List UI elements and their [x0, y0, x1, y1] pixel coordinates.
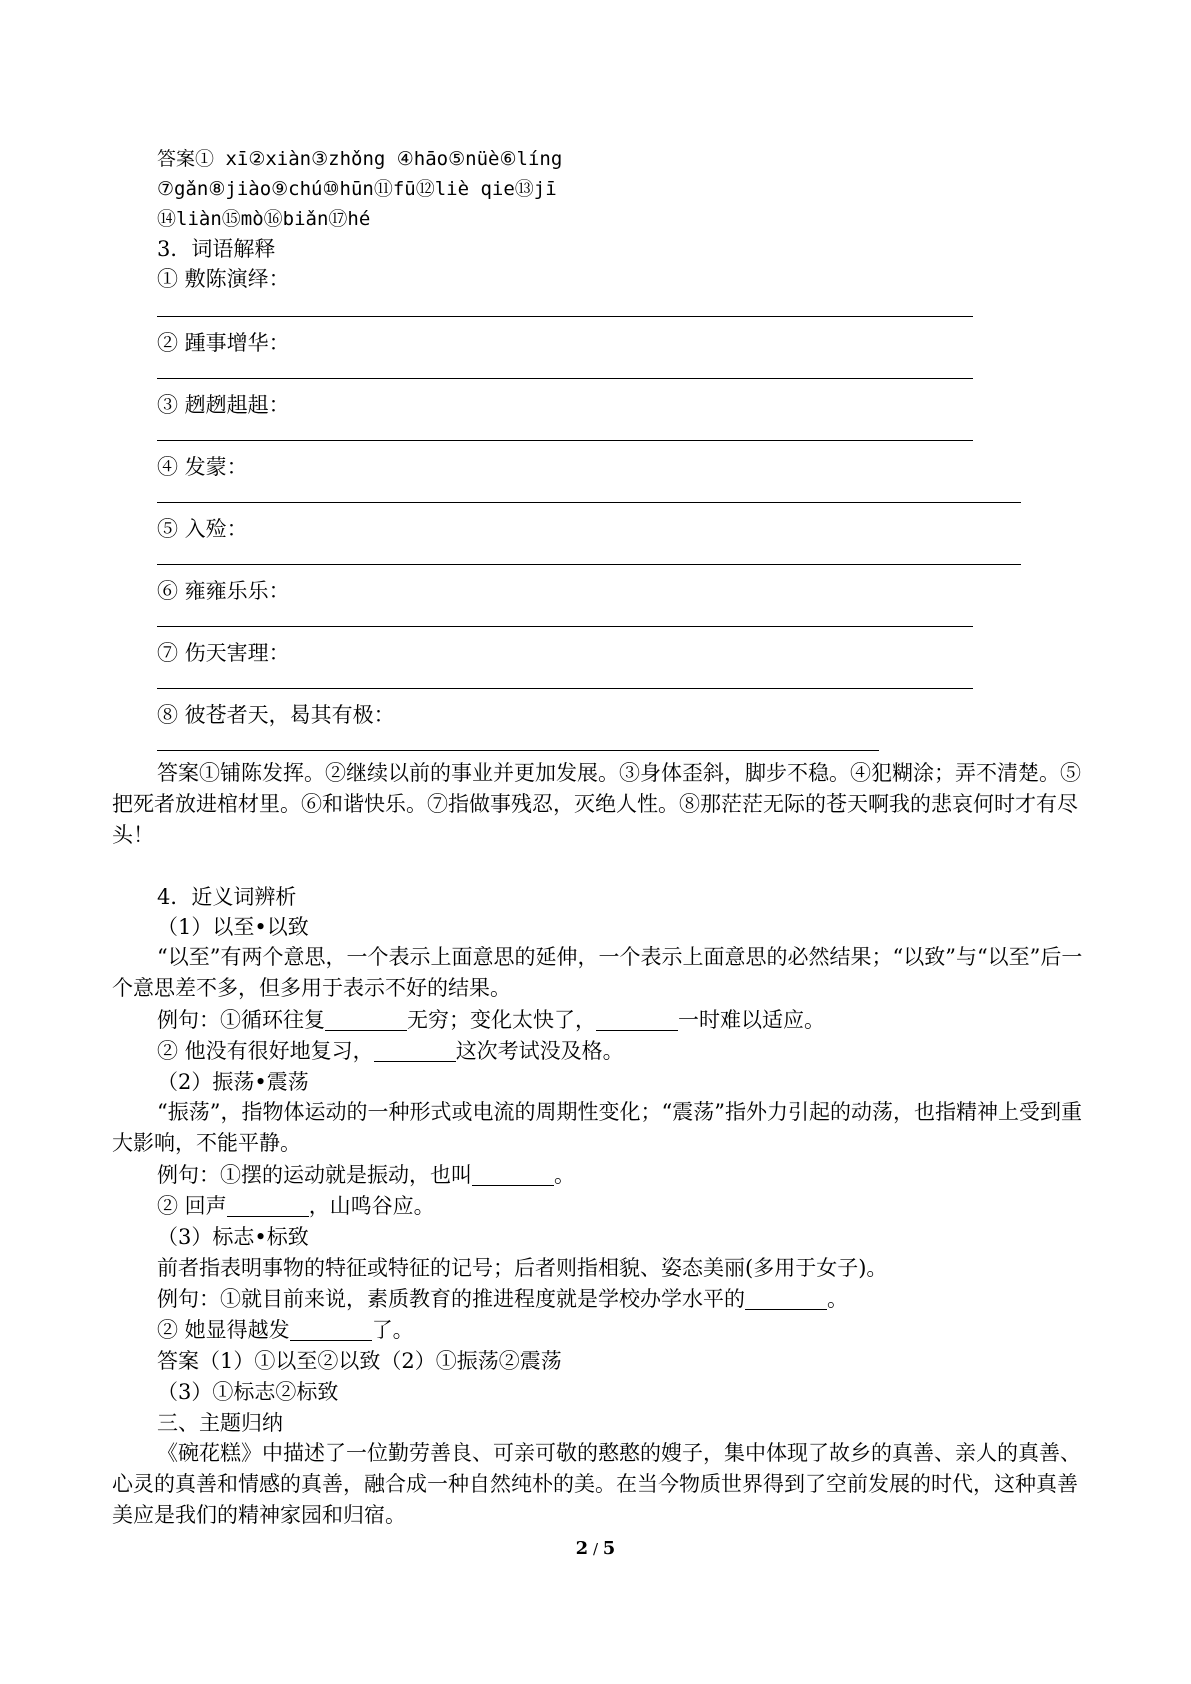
synonym-group-2-title: （2）振荡•震荡 — [157, 1070, 309, 1094]
answer-line-8 — [157, 750, 879, 751]
page-current: 2 — [575, 1538, 589, 1559]
example-text: 无穷；变化太快了， — [407, 1008, 596, 1032]
synonyms-answer-1: 答案（1）①以至②以致（2）①振荡②震荡 — [157, 1349, 562, 1373]
synonym-group-1-title: （1）以至•以致 — [157, 915, 309, 939]
vocab-item-6: ⑥ 雍雍乐乐： — [157, 579, 290, 603]
answer-line-2 — [157, 378, 973, 379]
vocab-answer: 答案①铺陈发挥。②继续以前的事业并更加发展。③身体歪斜，脚步不稳。④犯糊涂；弄不清楚。⑤把死者放进棺材里。⑥和谐快乐。⑦指做事残忍，灭绝人性。⑧那茫茫无际的苍天啊我的悲哀何时才有尽头！ — [112, 761, 1081, 847]
synonym-group-3-desc: 前者指表明事物的特征或特征的记号；后者则指相貌、姿态美丽(多用于女子)。 — [157, 1256, 888, 1280]
synonym-group-2-desc: “振荡”，指物体运动的一种形式或电流的周期性变化；“震荡”指外力引起的动荡，也指精神上受到重大影响，不能平静。 — [112, 1100, 1082, 1155]
example-text: 例句：①循环往复 — [157, 1008, 325, 1032]
example-text: 。 — [827, 1287, 848, 1311]
vocab-item-1: ① 敷陈演绎： — [157, 267, 290, 291]
example-text: 例句：①就目前来说，素质教育的推进程度就是学校办学水平的 — [157, 1287, 745, 1311]
page-total: 5 — [602, 1538, 616, 1559]
synonym-group-1-desc: “以至”有两个意思，一个表示上面意思的延伸，一个表示上面意思的必然结果；“以致”与“以至”后一个意思差不多，但多用于表示不好的结果。 — [112, 945, 1083, 1000]
answer-line-4 — [157, 502, 1021, 503]
example-text: ，山鸣谷应。 — [308, 1194, 435, 1218]
synonym-group-1-example-1 — [157, 1005, 825, 1035]
vocab-item-8: ⑧ 彼苍者天，曷其有极： — [157, 703, 395, 727]
synonyms-heading: 4．近义词辨析 — [157, 885, 297, 909]
fill-blank — [596, 1008, 678, 1031]
synonym-group-2-example-2 — [157, 1191, 435, 1221]
vocab-item-7: ⑦ 伤天害理： — [157, 641, 290, 665]
synonym-group-2-example-1 — [157, 1160, 575, 1190]
vocab-item-3: ③ 趔趔趄趄： — [157, 393, 290, 417]
answer-line-3 — [157, 440, 973, 441]
answer-line-5 — [157, 564, 1021, 565]
fill-blank — [745, 1287, 827, 1310]
fill-blank — [472, 1163, 554, 1186]
synonym-group-3-example-2 — [157, 1315, 414, 1345]
answer-pinyin-line-3: ⑭liàn⑮mò⑯biǎn⑰hé — [157, 208, 371, 230]
vocab-item-5: ⑤ 入殓： — [157, 517, 248, 541]
fill-blank — [227, 1194, 309, 1217]
synonym-group-3-title: （3）标志•标致 — [157, 1225, 309, 1249]
page-separator: / — [588, 1540, 603, 1558]
vocab-heading: 3．词语解释 — [157, 237, 276, 261]
example-text: 这次考试没及格。 — [455, 1039, 624, 1063]
fill-blank — [325, 1008, 407, 1031]
fill-blank — [290, 1318, 372, 1341]
example-text: ② 她显得越发 — [157, 1318, 290, 1342]
example-text: ② 他没有很好地复习， — [157, 1039, 374, 1063]
example-text: ② 回声 — [157, 1194, 227, 1218]
answer-line-7 — [157, 688, 973, 689]
vocab-item-4: ④ 发蒙： — [157, 455, 248, 479]
answer-line-6 — [157, 626, 973, 627]
synonym-group-1-example-2 — [157, 1036, 624, 1066]
answer-pinyin-line-2: ⑦gǎn⑧jiào⑨chú⑩hūn⑪fū⑫liè qie⑬jī — [157, 178, 557, 200]
theme-heading: 三、主题归纳 — [157, 1411, 283, 1435]
page-number — [0, 1538, 1191, 1559]
answer-pinyin-line-1: 答案① xī②xiàn③zhǒng ④hāo⑤nüè⑥líng — [157, 148, 563, 170]
synonyms-answer-2: （3）①标志②标致 — [157, 1380, 339, 1404]
vocab-item-2: ② 踵事增华： — [157, 331, 290, 355]
synonym-group-3-example-1 — [157, 1284, 848, 1314]
theme-body: 《碗花糕》中描述了一位勤劳善良、可亲可敬的憨憨的嫂子，集中体现了故乡的真善、亲人的真善、心灵的真善和情感的真善，融合成一种自然纯朴的美。在当今物质世界得到了空前发展的时代，这种真善美应是我们的精神家园和归宿。 — [112, 1441, 1081, 1527]
example-text: 了。 — [371, 1318, 414, 1342]
example-text: 例句：①摆的运动就是振动，也叫 — [157, 1163, 472, 1187]
fill-blank — [374, 1039, 456, 1062]
example-text: 一时难以适应。 — [678, 1008, 825, 1032]
example-text: 。 — [554, 1163, 575, 1187]
answer-line-1 — [157, 316, 973, 317]
